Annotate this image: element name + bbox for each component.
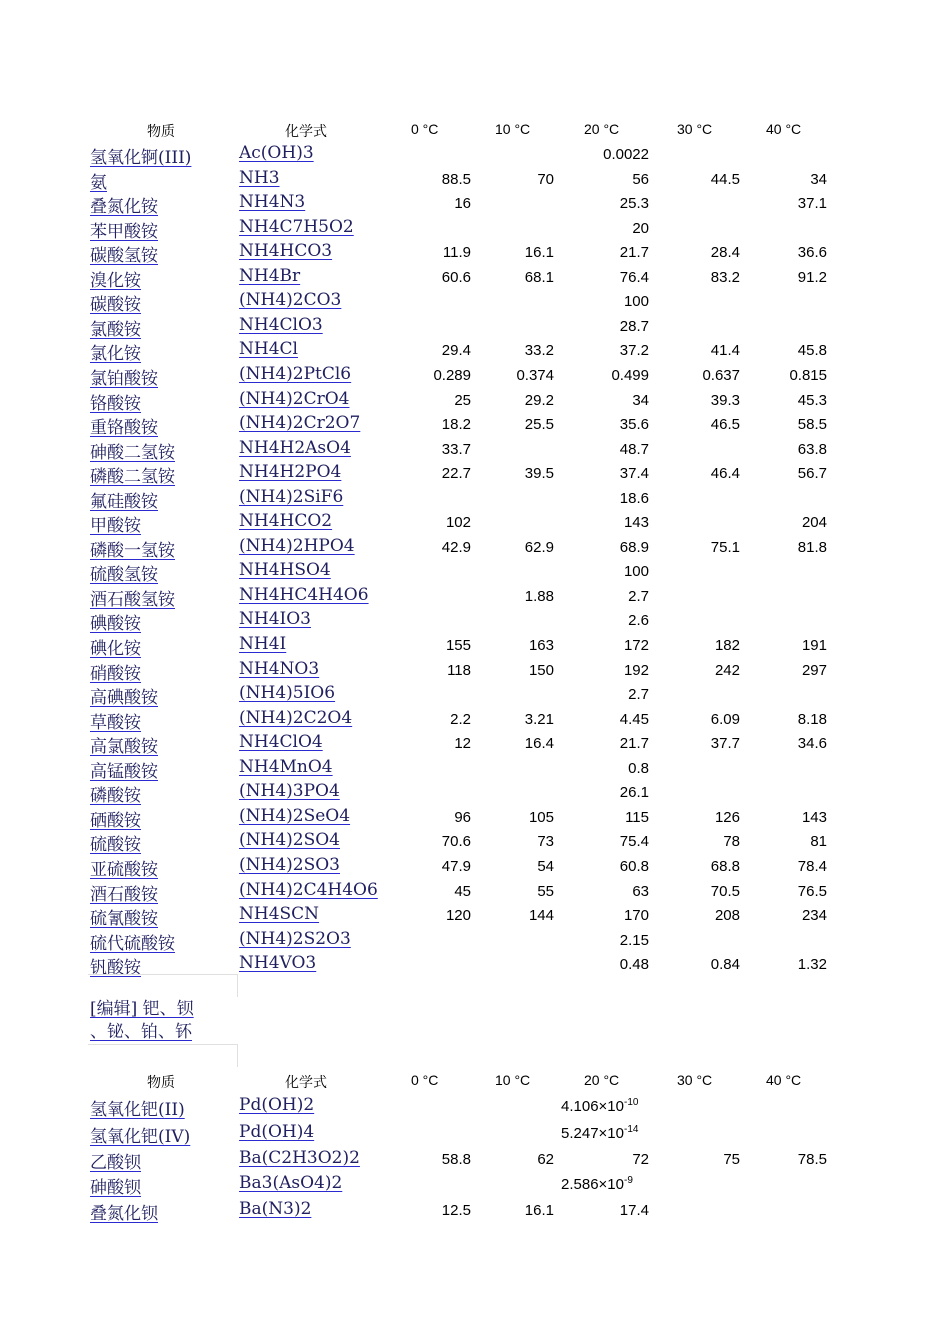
substance-link[interactable]: 酒石酸氢铵 — [90, 589, 175, 610]
table-row — [0, 389, 950, 413]
formula-link[interactable]: NH4C7H5O2 — [239, 216, 354, 237]
solubility-value: 12.5 — [441, 1202, 471, 1219]
solubility-value: 60.8 — [619, 857, 649, 875]
table-row — [0, 536, 950, 560]
solubility-value: 8.18 — [797, 710, 827, 728]
table-row — [0, 1095, 950, 1119]
formula-link[interactable]: (NH4)2SO3 — [239, 854, 340, 875]
substance-link[interactable]: 碳酸氢铵 — [90, 246, 158, 267]
formula-link[interactable]: NH4Br — [239, 265, 301, 286]
substance-link[interactable]: 溴化铵 — [90, 270, 141, 291]
solubility-value: 0.815 — [789, 366, 827, 384]
table-row — [0, 266, 950, 290]
substance-link[interactable]: 砷酸钡 — [90, 1178, 141, 1198]
formula-link[interactable]: (NH4)3PO4 — [239, 781, 340, 802]
solubility-value: 0.289 — [433, 366, 471, 384]
section-heading-line2[interactable]: 、铋、铂、钚 — [90, 1022, 192, 1042]
solubility-value: 0.48 — [619, 956, 649, 974]
solubility-value: 37.4 — [619, 465, 649, 483]
solubility-value: 2.2 — [450, 710, 471, 728]
formula-link[interactable]: NH4SCN — [239, 904, 320, 925]
solubility-value: 62.9 — [524, 538, 554, 556]
substance-link[interactable]: 乙酸钡 — [90, 1153, 141, 1173]
table-row — [0, 683, 950, 707]
solubility-value: 78 — [723, 833, 740, 851]
formula-link[interactable]: (NH4)2CrO4 — [239, 388, 350, 409]
solubility-value: 6.09 — [710, 710, 740, 728]
table-row — [0, 511, 950, 535]
solubility-value: 39.3 — [710, 391, 740, 409]
formula-link[interactable]: Pd(OH)4 — [239, 1122, 315, 1142]
formula-link[interactable]: NH4HCO2 — [239, 511, 333, 532]
header-20c: 20 °C — [584, 121, 620, 137]
solubility-value: 21.7 — [619, 735, 649, 753]
solubility-value: 48.7 — [619, 440, 649, 458]
table-row — [0, 217, 950, 241]
table-row — [0, 315, 950, 339]
solubility-value: 46.5 — [710, 416, 740, 434]
solubility-value: 81 — [810, 833, 827, 851]
formula-link[interactable]: (NH4)2CO3 — [239, 290, 342, 311]
table-row — [0, 708, 950, 732]
formula-link[interactable]: (NH4)2SeO4 — [239, 805, 351, 826]
solubility-value: 0.499 — [611, 366, 649, 384]
table-row — [0, 168, 950, 192]
table-row — [0, 929, 950, 953]
solubility-value: 120 — [445, 907, 471, 925]
solubility-value: 42.9 — [441, 538, 471, 556]
solubility-value: 1.88 — [524, 587, 554, 605]
solubility-value: 37.7 — [710, 735, 740, 753]
formula-link[interactable]: NH4HCO3 — [239, 241, 333, 262]
formula-link[interactable]: NH4HSO4 — [239, 560, 331, 581]
solubility-value: 172 — [623, 637, 649, 654]
formula-link[interactable]: (NH4)2C4H4O6 — [239, 879, 378, 900]
value-exponent: -10 — [623, 1097, 639, 1108]
solubility-value: 28.4 — [710, 244, 740, 262]
header-substance: 物质 — [147, 1074, 175, 1090]
solubility-value: 60.6 — [441, 268, 471, 286]
section-heading-line1[interactable]: [编辑] 钯、钡 — [90, 999, 194, 1019]
substance-link[interactable]: 苯甲酸铵 — [90, 221, 158, 242]
solubility-value: 25.5 — [524, 416, 554, 434]
solubility-value: 170 — [623, 907, 649, 925]
solubility-value: 182 — [714, 637, 740, 654]
solubility-value: 163 — [528, 637, 554, 654]
formula-link[interactable]: NH4I — [239, 634, 287, 654]
solubility-value: 11.9 — [442, 244, 471, 262]
substance-link[interactable]: 氯化铵 — [90, 344, 141, 365]
substance-link[interactable]: 高锰酸铵 — [90, 761, 158, 782]
solubility-value: 45.3 — [797, 391, 827, 409]
solubility-value: 3.21 — [524, 710, 554, 728]
table-header — [0, 121, 950, 141]
solubility-value: 58.8 — [441, 1151, 471, 1168]
table-row — [0, 609, 950, 633]
formula-link[interactable]: (NH4)2C2O4 — [239, 707, 353, 728]
solubility-value: 45.8 — [797, 342, 827, 360]
solubility-value: 88.5 — [441, 170, 471, 188]
solubility-value: 81.8 — [797, 538, 827, 556]
table-row — [0, 462, 950, 486]
solubility-value: 78.5 — [797, 1151, 827, 1168]
empty-cell — [88, 974, 238, 997]
substance-link[interactable]: 亚硫酸铵 — [90, 859, 158, 880]
table-row — [0, 585, 950, 609]
substance-link[interactable]: 硫酸铵 — [90, 835, 141, 856]
solubility-value: 56.7 — [797, 465, 827, 483]
solubility-value: 12 — [454, 735, 471, 753]
solubility-value: 35.6 — [619, 416, 649, 434]
table-row — [0, 192, 950, 216]
substance-link[interactable]: 磷酸铵 — [90, 786, 141, 807]
formula-link[interactable]: NH4IO3 — [239, 609, 311, 630]
header-formula: 化学式 — [285, 123, 327, 139]
solubility-value: 76.5 — [797, 882, 827, 900]
substance-link[interactable]: 钒酸铵 — [90, 958, 141, 979]
solubility-value: 47.9 — [441, 857, 471, 875]
solubility-value: 25.3 — [619, 195, 649, 213]
formula-link[interactable]: Ba(C2H3O2)2 — [239, 1148, 360, 1168]
solubility-value: 29.4 — [441, 342, 471, 360]
formula-link[interactable]: NH4MnO4 — [239, 756, 333, 777]
substance-link[interactable]: 高碘酸铵 — [90, 688, 158, 709]
solubility-value: 118 — [447, 661, 471, 679]
table-row — [0, 634, 950, 658]
solubility-value: 34 — [632, 391, 649, 409]
solubility-value: 26.1 — [619, 784, 649, 802]
solubility-value: 17.4 — [619, 1202, 649, 1219]
solubility-value — [561, 1098, 638, 1115]
table-row — [0, 855, 950, 879]
solubility-value: 96 — [454, 808, 471, 826]
table-row — [0, 241, 950, 265]
solubility-value: 208 — [714, 907, 740, 925]
solubility-value: 4.45 — [619, 710, 649, 728]
formula-link[interactable]: NH4VO3 — [239, 953, 317, 974]
header-substance: 物质 — [147, 123, 175, 139]
formula-link[interactable]: NH4ClO4 — [239, 732, 323, 753]
solubility-value: 18.6 — [619, 489, 649, 507]
solubility-value: 58.5 — [797, 416, 827, 434]
solubility-value: 63 — [632, 882, 649, 900]
solubility-value: 68.1 — [524, 268, 554, 286]
table-row — [0, 880, 950, 904]
header-30c: 30 °C — [677, 1072, 713, 1088]
table-row — [0, 413, 950, 437]
substance-link[interactable]: 砷酸二氢铵 — [90, 442, 175, 463]
solubility-value: 2.15 — [619, 931, 649, 949]
solubility-value: 75 — [723, 1151, 740, 1168]
solubility-value: 78.4 — [797, 857, 827, 875]
substance-link[interactable]: 氢氧化钯(II) — [90, 1100, 185, 1120]
substance-link[interactable]: 硫氰酸铵 — [90, 909, 158, 930]
formula-link[interactable]: NH4HC4H4O6 — [239, 584, 369, 605]
section-heading[interactable] — [90, 998, 194, 1044]
value-exponent: -14 — [623, 1124, 639, 1135]
solubility-value: 55 — [537, 882, 554, 900]
substance-link[interactable]: 氢氧化钯(IV) — [90, 1127, 191, 1147]
formula-link[interactable]: NH3 — [239, 167, 280, 188]
formula-link[interactable]: (NH4)2S2O3 — [239, 928, 351, 949]
formula-link[interactable]: Ba3(AsO4)2 — [239, 1173, 343, 1193]
substance-link[interactable]: 氨 — [90, 172, 107, 193]
header-10c: 10 °C — [495, 121, 531, 137]
formula-link[interactable]: (NH4)2SO4 — [239, 830, 340, 851]
formula-link[interactable]: Ac(OH)3 — [239, 143, 314, 163]
table-row — [0, 290, 950, 314]
formula-link[interactable]: NH4ClO3 — [239, 314, 323, 335]
solubility-value: 70.6 — [441, 833, 471, 851]
solubility-value: 191 — [801, 637, 827, 654]
substance-link[interactable]: 硒酸铵 — [90, 810, 141, 831]
table-row — [0, 659, 950, 683]
solubility-value: 83.2 — [710, 268, 740, 286]
solubility-value: 70.5 — [710, 882, 740, 900]
solubility-value: 16 — [454, 195, 471, 213]
value-mantissa: 5.247×10 — [561, 1125, 624, 1142]
value-mantissa: 2.586×10 — [561, 1176, 624, 1193]
solubility-value: 0.374 — [516, 366, 554, 384]
table-row — [0, 757, 950, 781]
solubility-value: 68.8 — [710, 857, 740, 875]
substance-link[interactable]: 叠氮化铵 — [90, 197, 158, 218]
substance-link[interactable]: 硫代硫酸铵 — [90, 933, 175, 954]
solubility-value: 2.6 — [628, 612, 649, 630]
solubility-value: 39.5 — [524, 465, 554, 483]
solubility-value: 25 — [454, 391, 471, 409]
solubility-value: 56 — [632, 170, 649, 188]
solubility-value: 72 — [632, 1151, 649, 1168]
solubility-value: 75.1 — [710, 538, 740, 556]
solubility-value: 28.7 — [619, 317, 649, 335]
formula-link[interactable]: NH4Cl — [239, 339, 298, 360]
substance-link[interactable]: 氟硅酸铵 — [90, 491, 158, 512]
table-row — [0, 781, 950, 805]
solubility-value: 0.0022 — [603, 146, 649, 163]
solubility-value: 16.1 — [524, 1202, 554, 1219]
substance-link[interactable]: 重铬酸铵 — [90, 418, 158, 439]
header-40c: 40 °C — [766, 121, 802, 137]
table-row — [0, 732, 950, 756]
table-row — [0, 487, 950, 511]
substance-link[interactable]: 氯酸铵 — [90, 319, 141, 340]
substance-link[interactable]: 磷酸二氢铵 — [90, 467, 175, 488]
solubility-value: 22.7 — [441, 465, 471, 483]
substance-link[interactable]: 叠氮化钡 — [90, 1204, 158, 1224]
solubility-value: 45 — [454, 882, 471, 900]
substance-link[interactable]: 高氯酸铵 — [90, 737, 158, 758]
header-0c: 0 °C — [411, 121, 439, 137]
solubility-value: 75.4 — [619, 833, 649, 851]
substance-link[interactable]: 碘酸铵 — [90, 614, 141, 635]
solubility-value: 102 — [445, 514, 471, 532]
solubility-value: 18.2 — [441, 416, 471, 434]
header-20c: 20 °C — [584, 1072, 620, 1088]
solubility-value — [561, 1176, 633, 1193]
substance-link[interactable]: 草酸铵 — [90, 712, 141, 733]
solubility-value: 44.5 — [710, 170, 740, 188]
substance-link[interactable]: 氢氧化锕(III) — [90, 148, 192, 168]
table-row — [0, 806, 950, 830]
solubility-value: 144 — [528, 907, 554, 925]
solubility-value: 16.4 — [524, 735, 554, 753]
solubility-value: 143 — [801, 808, 827, 826]
solubility-value: 204 — [801, 514, 827, 532]
solubility-value: 70 — [537, 170, 554, 188]
solubility-value: 143 — [623, 514, 649, 532]
table-row — [0, 143, 950, 167]
formula-link[interactable]: (NH4)2Cr2O7 — [239, 413, 361, 434]
solubility-value: 100 — [623, 293, 649, 311]
substance-link[interactable]: 碘化铵 — [90, 639, 141, 659]
solubility-value: 21.7 — [619, 244, 649, 262]
solubility-value: 234 — [801, 907, 827, 925]
solubility-value: 192 — [623, 661, 649, 679]
solubility-value: 63.8 — [797, 440, 827, 458]
solubility-value: 100 — [623, 563, 649, 581]
formula-link[interactable]: (NH4)2SiF6 — [239, 486, 344, 507]
solubility-value: 54 — [537, 857, 554, 875]
solubility-value: 105 — [528, 808, 554, 826]
table-row — [0, 364, 950, 388]
table-row — [0, 830, 950, 854]
table-row — [0, 1199, 950, 1223]
header-30c: 30 °C — [677, 121, 713, 137]
substance-link[interactable]: 氯铂酸铵 — [90, 368, 158, 389]
table-row — [0, 339, 950, 363]
table-row — [0, 560, 950, 584]
solubility-value: 36.6 — [797, 244, 827, 262]
solubility-value: 33.7 — [441, 440, 471, 458]
formula-link[interactable]: NH4N3 — [239, 192, 306, 213]
solubility-value: 0.84 — [710, 956, 740, 974]
solubility-value: 76.4 — [619, 268, 649, 286]
formula-link[interactable]: (NH4)5IO6 — [239, 683, 336, 704]
solubility-value: 115 — [625, 808, 649, 826]
solubility-value: 0.637 — [702, 366, 740, 384]
table-row — [0, 1148, 950, 1172]
solubility-value: 34.6 — [797, 735, 827, 753]
solubility-value: 297 — [801, 661, 827, 679]
formula-link[interactable]: NH4H2PO4 — [239, 462, 342, 483]
table-row — [0, 1122, 950, 1146]
solubility-value: 34 — [810, 170, 827, 188]
solubility-value: 2.7 — [628, 587, 649, 605]
formula-link[interactable]: NH4H2AsO4 — [239, 437, 351, 458]
substance-link[interactable]: 铬酸铵 — [90, 393, 141, 414]
solubility-value: 16.1 — [524, 244, 554, 262]
header-formula: 化学式 — [285, 1074, 327, 1090]
table-row — [0, 1173, 950, 1197]
solubility-value: 29.2 — [524, 391, 554, 409]
table-header — [0, 1072, 950, 1092]
substance-link[interactable]: 磷酸一氢铵 — [90, 540, 175, 561]
solubility-value: 91.2 — [797, 268, 827, 286]
formula-link[interactable]: (NH4)2HPO4 — [239, 535, 355, 556]
value-mantissa: 4.106×10 — [561, 1098, 624, 1115]
value-exponent: -9 — [623, 1175, 633, 1186]
solubility-value: 155 — [445, 637, 471, 654]
solubility-value: 73 — [537, 833, 554, 851]
header-40c: 40 °C — [766, 1072, 802, 1088]
solubility-value: 68.9 — [619, 538, 649, 556]
formula-link[interactable]: Ba(N3)2 — [239, 1199, 312, 1219]
solubility-value: 20 — [632, 219, 649, 237]
solubility-value: 37.2 — [619, 342, 649, 360]
substance-link[interactable]: 酒石酸铵 — [90, 884, 158, 905]
solubility-value: 2.7 — [628, 686, 649, 704]
formula-link[interactable]: NH4NO3 — [239, 658, 320, 679]
solubility-value: 1.32 — [797, 956, 827, 974]
solubility-value: 37.1 — [797, 195, 827, 213]
solubility-value: 242 — [714, 661, 740, 679]
header-0c: 0 °C — [411, 1072, 439, 1088]
solubility-value: 41.4 — [710, 342, 740, 360]
solubility-value — [561, 1125, 638, 1142]
table-row — [0, 904, 950, 928]
solubility-value: 0.8 — [628, 759, 649, 777]
substance-link[interactable]: 甲酸铵 — [90, 516, 141, 537]
solubility-value: 150 — [528, 661, 554, 679]
substance-link[interactable]: 硝酸铵 — [90, 663, 141, 684]
header-10c: 10 °C — [495, 1072, 531, 1088]
formula-link[interactable]: (NH4)2PtCl6 — [239, 363, 352, 384]
formula-link[interactable]: Pd(OH)2 — [239, 1095, 315, 1115]
solubility-value: 33.2 — [524, 342, 554, 360]
solubility-value: 126 — [714, 808, 740, 826]
substance-link[interactable]: 碳酸铵 — [90, 295, 141, 316]
table-row — [0, 438, 950, 462]
empty-cell — [88, 1044, 238, 1067]
solubility-value: 46.4 — [710, 465, 740, 483]
substance-link[interactable]: 硫酸氢铵 — [90, 565, 158, 586]
solubility-value: 62 — [537, 1151, 554, 1168]
